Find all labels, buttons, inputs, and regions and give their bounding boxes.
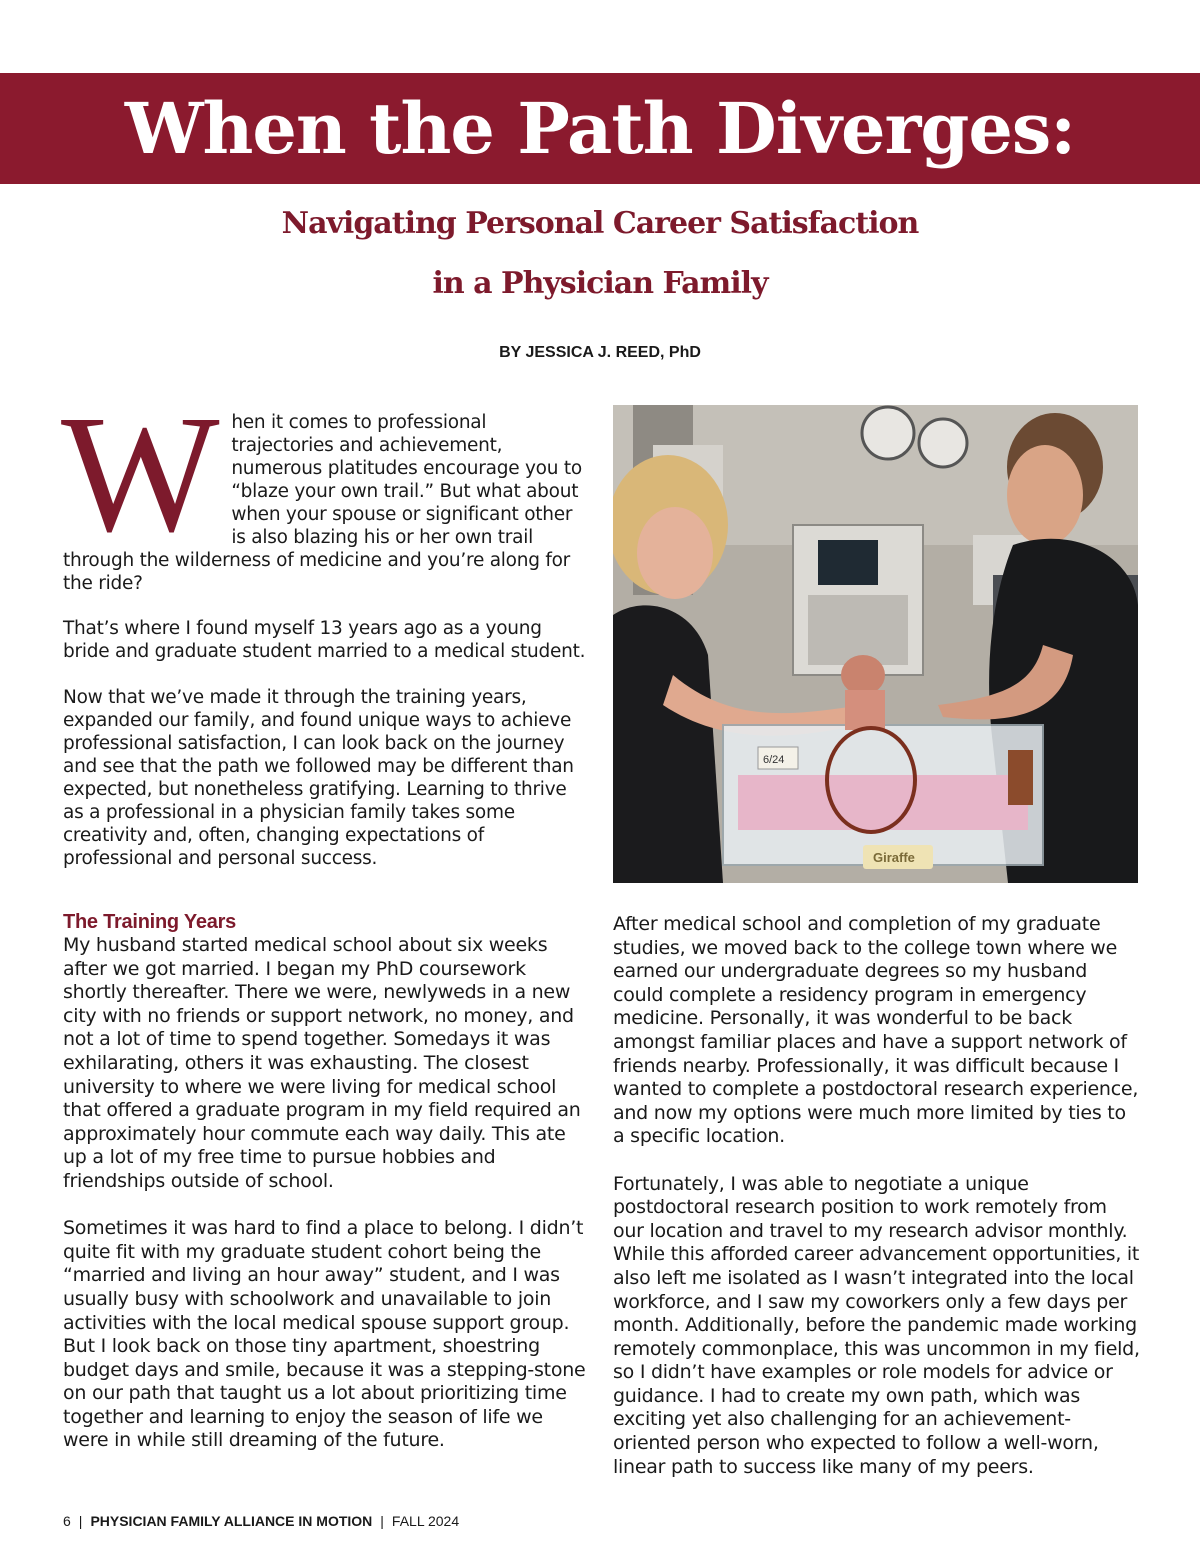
man-face bbox=[1007, 445, 1083, 545]
postdoc-paragraph: Fortunately, I was able to negotiate a unique postdoctoral research position to work remotely from our location and travel to my research advisor monthly. While this afforded career advancement opportunities, it also left me isolated as I wasn’t integrated into the local workforce, and I saw my coworkers only a few days per month. Additionally, before the pandemic made working remotely commonplace, this was uncommon in my field, so I didn’t have examples or role models for advice or guidance. I had to create my own path, which was exciting yet also challenging for an achievement-oriented person who expected to follow a well-worn, linear path to success like many of my peers. bbox=[613, 1172, 1140, 1478]
article-title: When the Path Diverges: bbox=[124, 86, 1076, 170]
issue-date: FALL 2024 bbox=[391, 1513, 460, 1529]
incubator-blanket bbox=[738, 775, 1028, 830]
subtitle-line-2: in a Physician Family bbox=[432, 266, 768, 301]
section-heading: The Training Years bbox=[63, 911, 236, 933]
monitor-screen bbox=[818, 540, 878, 585]
title-band bbox=[0, 73, 1200, 184]
incubator-card-text: 6/24 bbox=[763, 754, 785, 766]
article-subtitle bbox=[0, 194, 1200, 314]
tubing-coil bbox=[1008, 750, 1033, 805]
footer-separator: | bbox=[380, 1513, 384, 1529]
drop-cap: W bbox=[61, 381, 220, 567]
page-number: 6 bbox=[63, 1513, 71, 1529]
right-column bbox=[613, 913, 1143, 1479]
page-footer bbox=[63, 1513, 459, 1529]
intro-text: hen it comes to professional trajectories and achievement, numerous platitudes encourage you to “blaze your own trail.” But what about when your spouse or significant other is also blazing his or her own trail through the wilderness of medicine and you’re along for the ride? bbox=[63, 412, 582, 594]
intro-column bbox=[61, 381, 588, 871]
residency-paragraph: After medical school and completion of my graduate studies, we moved back to the college town where we earned our undergraduate degrees so my husband could complete a residency program in emergency medicine. Personally, it was wonderful to be back amongst familiar places and have a support network of friends nearby. Professionally, it was difficult because I wanted to complete a postdoctoral research experience, and now my options were much more limited by ties to a specific location. bbox=[613, 913, 1139, 1148]
publication-name: PHYSICIAN FAMILY ALLIANCE IN MOTION bbox=[90, 1513, 373, 1529]
training-paragraph-1: My husband started medical school about six weeks after we got married. I began my PhD coursework shortly thereafter. There we were, newlyweds in a new city with no friends or support network, no money, and not a lot of time to spend together. Somedays it was exhilarating, others it was exhausting. The closest university to where we were living for medical school that offered a graduate program in my field required an approximately hour commute each way daily. This ate up a lot of my free time to pursue hobbies and friendships outside of school. bbox=[63, 934, 581, 1192]
footer-separator: | bbox=[78, 1513, 83, 1529]
training-paragraph-2: Sometimes it was hard to find a place to belong. I didn’t quite fit with my graduate student cohort being the “married and living an hour away” student, and I was usually busy with schoolwork and unavailable to join activities with the local medical spouse support group. But I look back on those tiny apartment, shoestring budget days and smile, because it was a stepping-stone on our path that taught us a lot about prioritizing time together and learning to enjoy the season of life we were in while still dreaming of the future. bbox=[63, 1217, 586, 1452]
article-photo bbox=[613, 405, 1138, 883]
paragraph-bride: That’s where I found myself 13 years ago as a young bride and graduate student married to a medical student. bbox=[63, 618, 586, 663]
subtitle-line-1: Navigating Personal Career Satisfaction bbox=[281, 206, 919, 241]
intro-paragraph bbox=[61, 381, 588, 596]
wall-clock-icon bbox=[862, 407, 914, 459]
wall-clock-icon bbox=[919, 419, 967, 467]
woman-face bbox=[637, 507, 713, 599]
training-column bbox=[63, 910, 588, 1453]
paragraph-journey: Now that we’ve made it through the training years, expanded our family, and found unique ways to achieve professional satisfaction, I can look back on the journey and see that the path we followed may be different than expected, but nonetheless gratifying. Learning to thrive as a professional in a physician family takes some creativity and, often, changing expectations of professional and personal success. bbox=[63, 687, 574, 869]
nicu-photo-illustration bbox=[613, 405, 1138, 883]
infant-head bbox=[841, 655, 885, 695]
incubator-brand-label: Giraffe bbox=[873, 850, 915, 865]
byline: BY JESSICA J. REED, PhD bbox=[499, 344, 701, 361]
